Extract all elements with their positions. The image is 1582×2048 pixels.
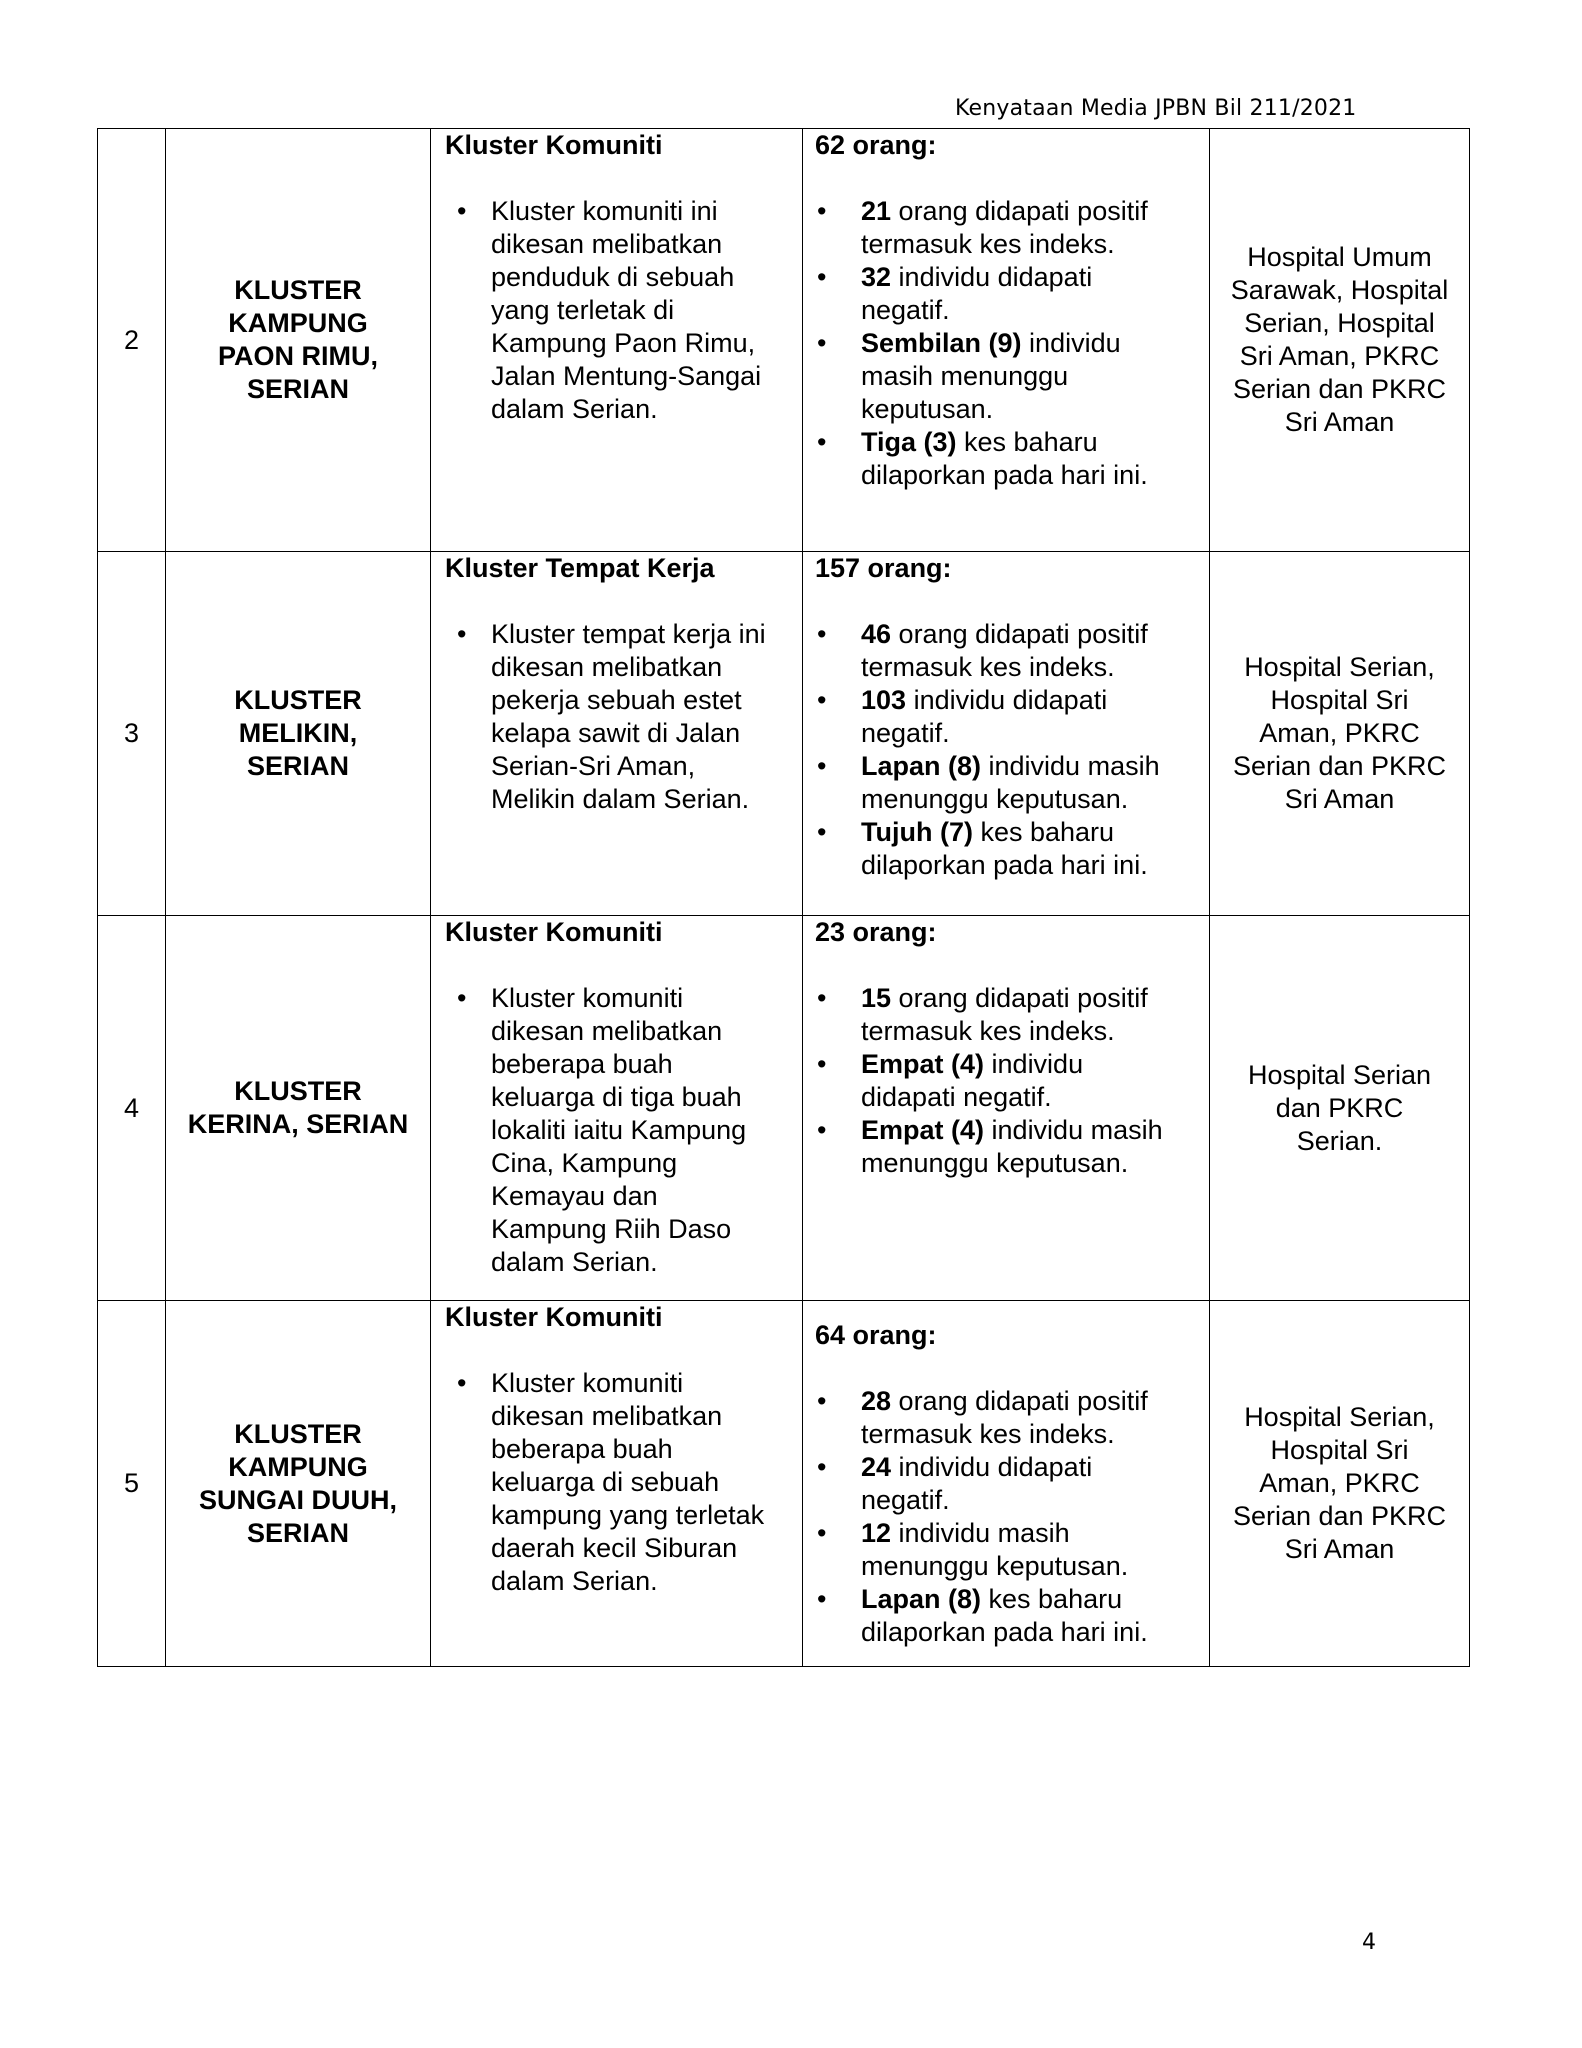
statistic-line: termasuk kes indeks. xyxy=(861,652,1115,682)
list-item xyxy=(815,618,1199,684)
bullet-dot-icon: • xyxy=(457,196,467,226)
cluster-total: 157 orang: xyxy=(815,553,952,583)
cluster-description xyxy=(431,129,803,552)
bullet-dot-icon: • xyxy=(457,619,467,649)
list-item xyxy=(445,982,792,1279)
description-line: pekerja sebuah estet xyxy=(491,685,742,715)
description-line: Jalan Mentung-Sangai xyxy=(491,361,762,391)
hospital-line: Hospital Serian, xyxy=(1244,1402,1435,1432)
statistic-line xyxy=(861,684,1199,717)
description-line: Cina, Kampung xyxy=(491,1148,678,1178)
statistic-text: orang didapati positif xyxy=(891,196,1148,226)
cluster-number xyxy=(98,129,166,552)
cluster-hospitals xyxy=(1210,1301,1470,1667)
description-line: dikesan melibatkan xyxy=(491,229,723,259)
hospital-line: Hospital Serian, xyxy=(1244,652,1435,682)
hospital-line: Sri Aman xyxy=(1284,1534,1395,1564)
description-list xyxy=(445,618,792,816)
description-list xyxy=(445,195,792,426)
statistic-text: individu didapati xyxy=(906,685,1108,715)
cluster-name xyxy=(166,129,431,552)
cluster-name-line: KLUSTER xyxy=(234,1076,362,1106)
list-item xyxy=(815,1048,1199,1114)
statistic-text: individu didapati xyxy=(891,262,1093,292)
hospital-line: Serian dan PKRC xyxy=(1232,374,1447,404)
cluster-name-line: KAMPUNG xyxy=(228,1451,368,1482)
statistic-text: individu masih xyxy=(891,1518,1070,1548)
hospital-line: Sarawak, Hospital xyxy=(1230,275,1449,305)
statistic-value: Lapan (8) xyxy=(861,1584,982,1614)
cluster-name-line: SERIAN xyxy=(246,1517,349,1548)
description-list xyxy=(445,982,792,1279)
list-item xyxy=(815,195,1199,261)
hospital-line: Aman, PKRC xyxy=(1259,718,1420,748)
cluster-total: 23 orang: xyxy=(815,917,937,947)
description-line: Melikin dalam Serian. xyxy=(491,784,750,814)
cluster-total: 64 orang: xyxy=(815,1320,937,1350)
cluster-name-line: PAON RIMU, xyxy=(218,341,378,371)
statistic-line xyxy=(861,1114,1199,1147)
description-line: lokaliti iaitu Kampung xyxy=(491,1115,747,1145)
description-line: Kampung Riih Daso xyxy=(491,1214,732,1244)
statistic-line xyxy=(861,327,1199,360)
cluster-hospitals xyxy=(1210,552,1470,916)
statistic-value: Lapan (8) xyxy=(861,751,982,781)
statistic-line: menunggu keputusan. xyxy=(861,1148,1129,1178)
statistic-line xyxy=(861,816,1199,849)
bullet-dot-icon: • xyxy=(817,751,827,781)
cluster-total: 62 orang: xyxy=(815,130,937,160)
statistic-line: didapati negatif. xyxy=(861,1082,1052,1112)
statistic-line: negatif. xyxy=(861,718,950,748)
cluster-table xyxy=(97,128,1470,1667)
description-line: Kluster komuniti ini xyxy=(491,196,718,226)
statistic-value: 32 xyxy=(861,262,892,292)
statistic-value: Empat (4) xyxy=(861,1049,985,1079)
cluster-number-text: 4 xyxy=(123,1092,140,1123)
hospital-line: Sri Aman xyxy=(1284,784,1395,814)
statistic-text: individu masih xyxy=(984,1115,1163,1145)
bullet-dot-icon: • xyxy=(817,328,827,358)
table-row xyxy=(98,552,1470,916)
bullet-dot-icon: • xyxy=(817,983,827,1013)
cluster-number xyxy=(98,552,166,916)
description-line: kelapa sawit di Jalan xyxy=(491,718,741,748)
statistics-list xyxy=(815,982,1199,1180)
statistic-line: dilaporkan pada hari ini. xyxy=(861,850,1148,880)
description-line: dikesan melibatkan xyxy=(491,1016,723,1046)
statistics-list xyxy=(815,618,1199,882)
bullet-dot-icon: • xyxy=(817,817,827,847)
statistic-line: termasuk kes indeks. xyxy=(861,229,1115,259)
statistic-line: termasuk kes indeks. xyxy=(861,1419,1115,1449)
hospital-line: dan PKRC xyxy=(1275,1092,1404,1123)
list-item xyxy=(445,195,792,426)
description-line: dalam Serian. xyxy=(491,1247,658,1277)
statistic-text: individu masih xyxy=(981,751,1160,781)
cluster-name-line: SUNGAI DUUH, xyxy=(198,1484,397,1515)
statistic-value: 24 xyxy=(861,1452,892,1482)
bullet-dot-icon: • xyxy=(817,1049,827,1079)
statistics-list xyxy=(815,1385,1199,1649)
cluster-description xyxy=(431,916,803,1301)
statistic-line xyxy=(861,982,1199,1015)
cluster-name xyxy=(166,552,431,916)
statistic-value: 15 xyxy=(861,983,892,1013)
statistic-line xyxy=(861,618,1199,651)
description-line: daerah kecil Siburan xyxy=(491,1533,738,1563)
description-line: dalam Serian. xyxy=(491,1566,658,1596)
list-item xyxy=(815,750,1199,816)
statistic-line: negatif. xyxy=(861,1485,950,1515)
statistic-line xyxy=(861,1517,1199,1550)
table-row xyxy=(98,916,1470,1301)
description-line: Kampung Paon Rimu, xyxy=(491,328,756,358)
description-line: keluarga di sebuah xyxy=(491,1467,720,1497)
cluster-table-body xyxy=(98,129,1470,1667)
cluster-category: Kluster Komuniti xyxy=(445,130,663,160)
statistic-line: keputusan. xyxy=(861,394,994,424)
page-number: 4 xyxy=(1362,1930,1376,1955)
bullet-dot-icon: • xyxy=(817,1115,827,1145)
statistic-line xyxy=(861,1048,1199,1081)
bullet-dot-icon: • xyxy=(817,262,827,292)
statistic-line xyxy=(861,1583,1199,1616)
statistic-line xyxy=(861,1385,1199,1418)
cluster-statistics xyxy=(803,916,1210,1301)
hospital-line: Hospital Sri xyxy=(1270,685,1409,715)
hospital-line: Sri Aman xyxy=(1284,407,1395,437)
description-line: penduduk di sebuah xyxy=(491,262,735,292)
cluster-name xyxy=(166,1301,431,1667)
list-item xyxy=(445,1367,792,1598)
statistic-text: orang didapati positif xyxy=(891,1386,1148,1416)
statistic-value: 46 xyxy=(861,619,892,649)
statistic-value: 21 xyxy=(861,196,892,226)
statistic-line: masih menunggu xyxy=(861,361,1069,391)
statistic-value: Tujuh (7) xyxy=(861,817,973,847)
statistic-line: negatif. xyxy=(861,295,950,325)
description-line: keluarga di tiga buah xyxy=(491,1082,742,1112)
cluster-statistics xyxy=(803,1301,1210,1667)
cluster-name-line: SERIAN xyxy=(246,374,349,404)
description-line: beberapa buah xyxy=(491,1434,673,1464)
description-line: kampung yang terletak xyxy=(491,1500,765,1530)
bullet-dot-icon: • xyxy=(817,1452,827,1482)
statistic-value: 103 xyxy=(861,685,907,715)
statistic-text: individu didapati xyxy=(891,1452,1093,1482)
hospital-line: Serian dan PKRC xyxy=(1232,751,1447,781)
statistic-line: dilaporkan pada hari ini. xyxy=(861,460,1148,490)
description-line: dalam Serian. xyxy=(491,394,658,424)
cluster-category: Kluster Komuniti xyxy=(445,1302,663,1332)
list-item xyxy=(815,1114,1199,1180)
bullet-dot-icon: • xyxy=(457,1368,467,1398)
statistic-text: individu xyxy=(984,1049,1084,1079)
hospital-line: Hospital Umum xyxy=(1247,242,1432,272)
list-item xyxy=(445,618,792,816)
cluster-number xyxy=(98,1301,166,1667)
bullet-dot-icon: • xyxy=(817,1584,827,1614)
hospital-line: Serian, Hospital xyxy=(1244,308,1435,338)
cluster-number-text: 3 xyxy=(123,718,140,748)
bullet-dot-icon: • xyxy=(457,983,467,1013)
cluster-statistics xyxy=(803,129,1210,552)
document-reference: Kenyataan Media JPBN Bil 211/2021 xyxy=(955,96,1357,121)
statistic-line: menunggu keputusan. xyxy=(861,784,1129,814)
statistic-line xyxy=(861,1451,1199,1484)
description-line: Kluster komuniti xyxy=(491,1368,684,1398)
list-item xyxy=(815,1385,1199,1451)
statistic-value: 28 xyxy=(861,1386,892,1416)
cluster-number-text: 5 xyxy=(123,1468,140,1498)
list-item xyxy=(815,1583,1199,1649)
cluster-description xyxy=(431,1301,803,1667)
statistic-line: termasuk kes indeks. xyxy=(861,1016,1115,1046)
list-item xyxy=(815,1517,1199,1583)
hospital-line: Hospital Serian xyxy=(1247,1059,1432,1090)
hospital-line: Aman, PKRC xyxy=(1259,1468,1420,1498)
statistic-line: dilaporkan pada hari ini. xyxy=(861,1617,1148,1647)
statistic-value: Empat (4) xyxy=(861,1115,985,1145)
description-line: dikesan melibatkan xyxy=(491,1401,723,1431)
hospital-line: Serian. xyxy=(1296,1125,1383,1156)
cluster-category: Kluster Komuniti xyxy=(445,917,663,947)
cluster-statistics xyxy=(803,552,1210,916)
statistic-line xyxy=(861,750,1199,783)
description-line: yang terletak di xyxy=(491,295,675,325)
bullet-dot-icon: • xyxy=(817,619,827,649)
list-item xyxy=(815,684,1199,750)
bullet-dot-icon: • xyxy=(817,1386,827,1416)
statistic-line xyxy=(861,261,1199,294)
hospital-line: Serian dan PKRC xyxy=(1232,1501,1447,1531)
statistic-text: kes baharu xyxy=(956,427,1098,457)
cluster-description xyxy=(431,552,803,916)
description-line: Kemayau dan xyxy=(491,1181,658,1211)
table-row xyxy=(98,1301,1470,1667)
cluster-name-line: KLUSTER xyxy=(234,685,362,715)
statistic-text: kes baharu xyxy=(972,817,1115,847)
list-item xyxy=(815,327,1199,426)
cluster-name-line: SERIAN xyxy=(246,751,349,781)
list-item xyxy=(815,982,1199,1048)
description-list xyxy=(445,1367,792,1598)
description-line: Serian-Sri Aman, xyxy=(491,751,696,781)
statistic-text: kes baharu xyxy=(981,1584,1123,1614)
cluster-category: Kluster Tempat Kerja xyxy=(445,553,715,583)
cluster-name xyxy=(166,916,431,1301)
bullet-dot-icon: • xyxy=(817,685,827,715)
list-item xyxy=(815,261,1199,327)
cluster-number-text: 2 xyxy=(123,324,140,355)
list-item xyxy=(815,1451,1199,1517)
statistic-line xyxy=(861,426,1199,459)
statistic-text: orang didapati positif xyxy=(891,983,1148,1013)
statistic-line xyxy=(861,195,1199,228)
cluster-name-line: KAMPUNG xyxy=(228,308,368,338)
description-line: dikesan melibatkan xyxy=(491,652,723,682)
bullet-dot-icon: • xyxy=(817,427,827,457)
cluster-hospitals xyxy=(1210,916,1470,1301)
statistic-value: Sembilan (9) xyxy=(861,328,1022,358)
table-row xyxy=(98,129,1470,552)
hospital-line: Sri Aman, PKRC xyxy=(1239,341,1440,371)
cluster-name-line: KLUSTER xyxy=(234,275,362,305)
cluster-name-line: MELIKIN, xyxy=(238,718,358,748)
statistic-value: Tiga (3) xyxy=(861,427,957,457)
cluster-hospitals xyxy=(1210,129,1470,552)
description-line: Kluster tempat kerja ini xyxy=(491,619,766,649)
statistic-line: menunggu keputusan. xyxy=(861,1551,1129,1581)
statistic-text: orang didapati positif xyxy=(891,619,1148,649)
cluster-name-line: KLUSTER xyxy=(234,1418,362,1449)
description-line: beberapa buah xyxy=(491,1049,673,1079)
list-item xyxy=(815,426,1199,492)
statistic-text: individu xyxy=(1021,328,1121,358)
bullet-dot-icon: • xyxy=(817,196,827,226)
list-item xyxy=(815,816,1199,882)
description-line: Kluster komuniti xyxy=(491,983,684,1013)
statistic-value: 12 xyxy=(861,1518,892,1548)
cluster-name-line: KERINA, SERIAN xyxy=(187,1109,409,1139)
bullet-dot-icon: • xyxy=(817,1518,827,1548)
cluster-number xyxy=(98,916,166,1301)
statistics-list xyxy=(815,195,1199,492)
hospital-line: Hospital Sri xyxy=(1270,1435,1409,1465)
